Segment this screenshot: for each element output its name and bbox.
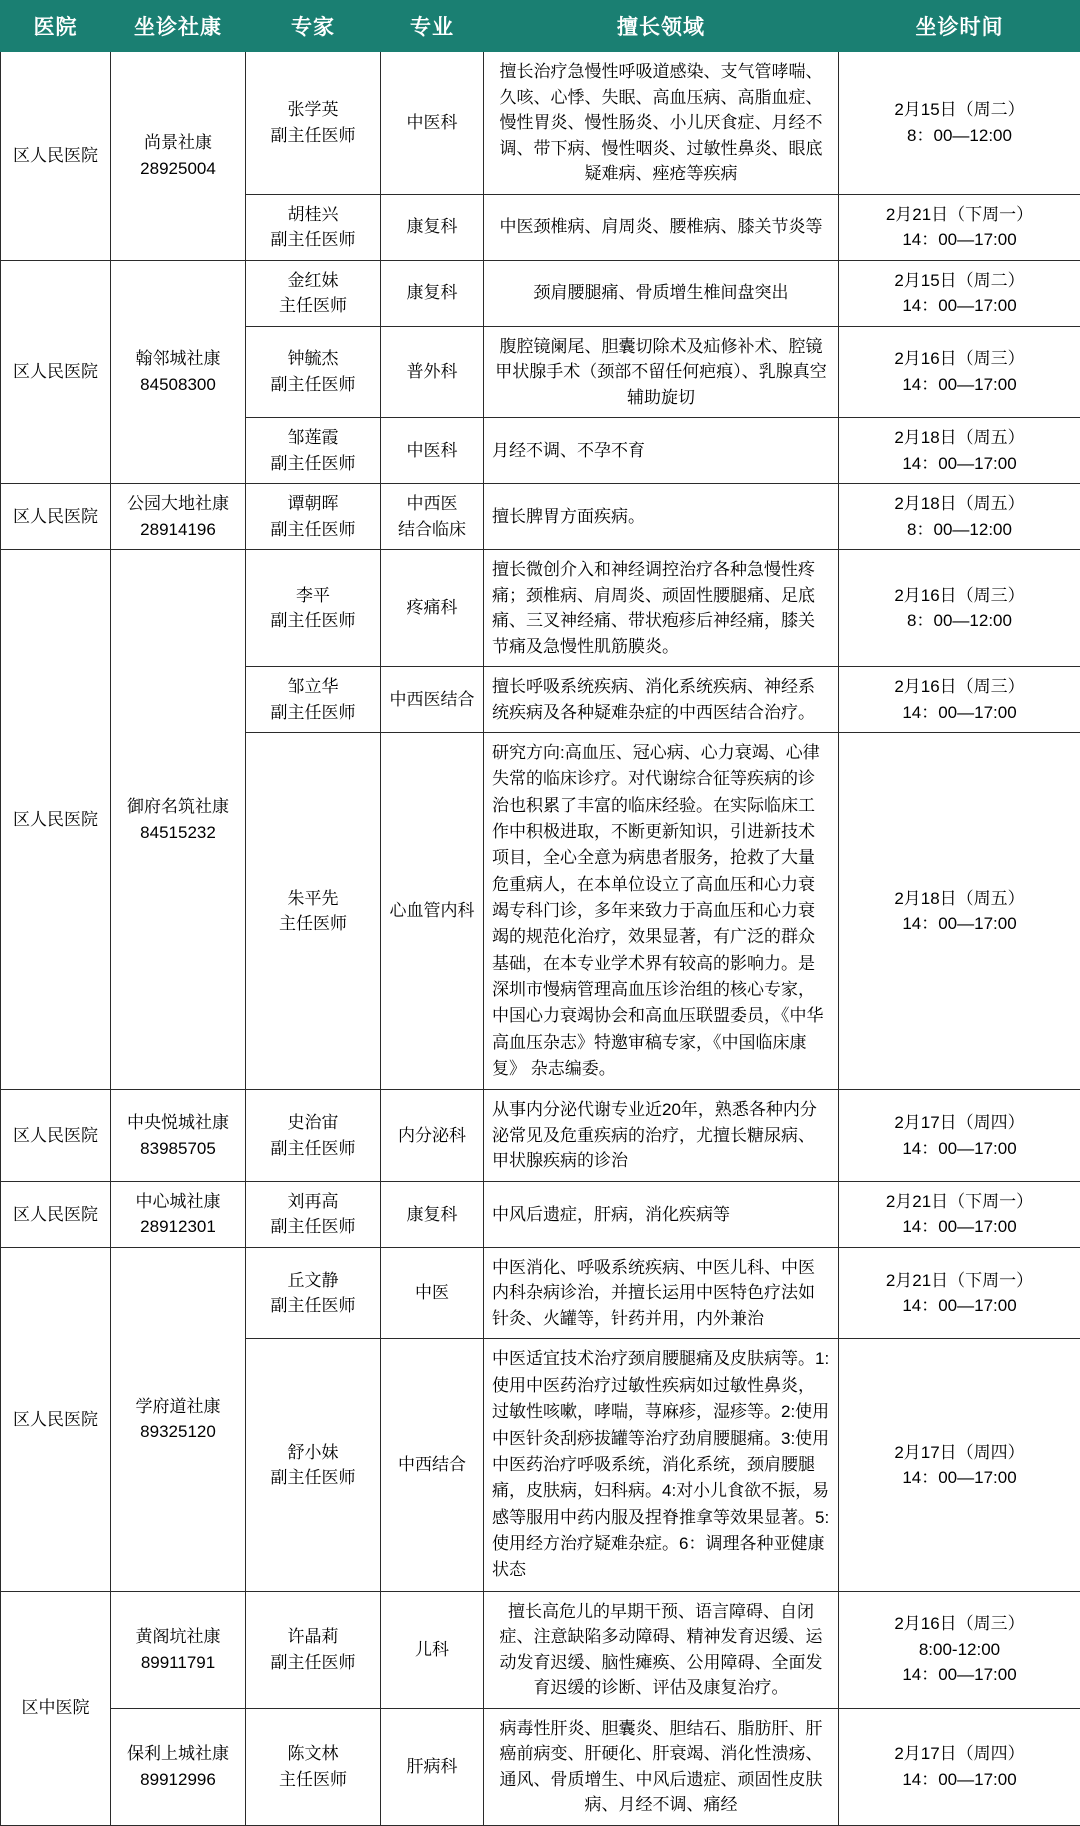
clinic-name: 公园大地社康 xyxy=(119,491,237,517)
cell-time xyxy=(839,1708,1080,1825)
table-body xyxy=(1,52,1080,1826)
expert-title: 副主任医师 xyxy=(254,1214,372,1240)
clinic-phone: 84515232 xyxy=(119,820,237,846)
clinic-name: 御府名筑社康 xyxy=(119,794,237,820)
column-header-specialty: 专业 xyxy=(381,1,484,52)
time-date: 2月18日（周五） xyxy=(847,886,1072,912)
cell-specialty: 康复科 xyxy=(381,194,484,260)
cell-expert xyxy=(246,1181,381,1247)
cell-specialty: 中西结合 xyxy=(381,1339,484,1591)
cell-clinic xyxy=(111,260,246,484)
clinic-phone: 84508300 xyxy=(119,372,237,398)
clinic-phone: 89325120 xyxy=(119,1419,237,1445)
expert-name: 邹莲霞 xyxy=(254,425,372,451)
cell-expert xyxy=(246,1339,381,1591)
expert-title: 主任医师 xyxy=(254,911,372,937)
cell-specialty xyxy=(381,484,484,550)
time-date: 2月16日（周三） xyxy=(847,583,1072,609)
time-date: 2月18日（周五） xyxy=(847,491,1072,517)
clinic-phone: 28914196 xyxy=(119,517,237,543)
cell-time xyxy=(839,1247,1080,1339)
cell-specialty: 中医 xyxy=(381,1247,484,1339)
time-date: 2月21日（下周一） xyxy=(847,1268,1072,1294)
cell-field: 从事内分泌代谢专业近20年，熟悉各种内分泌常见及危重疾病的治疗，尤擅长糖尿病、甲状腺疾病的诊治 xyxy=(484,1090,839,1182)
clinic-phone: 83985705 xyxy=(119,1136,237,1162)
time-range: 14：00—17:00 xyxy=(847,1136,1072,1162)
cell-specialty: 中西医结合 xyxy=(381,667,484,733)
time-date: 2月17日（周四） xyxy=(847,1741,1072,1767)
cell-field: 擅长呼吸系统疾病、消化系统疾病、神经系统疾病及各种疑难杂症的中西医结合治疗。 xyxy=(484,667,839,733)
expert-title: 副主任医师 xyxy=(254,608,372,634)
cell-clinic xyxy=(111,1181,246,1247)
time-range: 8：00—12:00 xyxy=(847,608,1072,634)
expert-title: 副主任医师 xyxy=(254,1465,372,1491)
time-range: 14：00—17:00 xyxy=(847,1767,1072,1793)
cell-time xyxy=(839,484,1080,550)
clinic-name: 中央悦城社康 xyxy=(119,1110,237,1136)
clinic-name: 翰邻城社康 xyxy=(119,346,237,372)
cell-specialty: 内分泌科 xyxy=(381,1090,484,1182)
clinic-name: 保利上城社康 xyxy=(119,1741,237,1767)
expert-name: 钟毓杰 xyxy=(254,346,372,372)
expert-title: 副主任医师 xyxy=(254,1293,372,1319)
cell-field: 中医适宜技术治疗颈肩腰腿痛及皮肤病等。1:使用中医药治疗过敏性疾病如过敏性鼻炎，过敏性咳嗽，哮喘，荨麻疹，湿疹等。2:使用中医针灸刮痧拔罐等治疗劲肩腰腿痛。3:使用中医药治疗呼吸系统，消化系统，颈肩腰腿痛，皮肤病，妇科病。4:对小儿食欲不振，易感等服用中药内服及捏脊推拿等效果显著。5:使用经方治疗疑难杂症。6：调理各种亚健康状态 xyxy=(484,1339,839,1591)
table-row xyxy=(1,1247,1080,1339)
table-row xyxy=(1,1090,1080,1182)
table-header xyxy=(1,1,1080,52)
cell-specialty: 康复科 xyxy=(381,1181,484,1247)
cell-field: 擅长微创介入和神经调控治疗各种急慢性疼痛；颈椎病、肩周炎、顽固性腰腿痛、足底痛、三叉神经痛、带状疱疹后神经痛，膝关节痛及急慢性肌筋膜炎。 xyxy=(484,550,839,667)
table-row xyxy=(1,1591,1080,1708)
cell-specialty: 中医科 xyxy=(381,52,484,195)
cell-hospital: 区人民医院 xyxy=(1,52,111,261)
cell-time xyxy=(839,550,1080,667)
table-row xyxy=(1,52,1080,195)
cell-time xyxy=(839,1339,1080,1591)
cell-expert xyxy=(246,550,381,667)
expert-name: 谭朝晖 xyxy=(254,491,372,517)
clinic-name: 学府道社康 xyxy=(119,1394,237,1420)
cell-expert xyxy=(246,194,381,260)
expert-title: 副主任医师 xyxy=(254,700,372,726)
cell-clinic xyxy=(111,52,246,261)
cell-field: 颈肩腰腿痛、骨质增生椎间盘突出 xyxy=(484,260,839,326)
cell-time xyxy=(839,1591,1080,1708)
time-range: 14：00—17:00 xyxy=(847,1293,1072,1319)
cell-time xyxy=(839,260,1080,326)
specialty-line-1: 中西医 xyxy=(389,491,475,517)
cell-specialty: 肝病科 xyxy=(381,1708,484,1825)
cell-hospital: 区人民医院 xyxy=(1,1247,111,1591)
time-date: 2月17日（周四） xyxy=(847,1440,1072,1466)
cell-time xyxy=(839,1090,1080,1182)
time-range: 8：00—12:00 xyxy=(847,517,1072,543)
expert-name: 朱平先 xyxy=(254,886,372,912)
time-date: 2月16日（周三） xyxy=(847,674,1072,700)
time-range: 14：00—17:00 xyxy=(847,911,1072,937)
cell-expert xyxy=(246,418,381,484)
cell-field: 擅长脾胃方面疾病。 xyxy=(484,484,839,550)
cell-hospital: 区人民医院 xyxy=(1,484,111,550)
expert-name: 邹立华 xyxy=(254,674,372,700)
cell-field: 研究方向:高血压、冠心病、心力衰竭、心律失常的临床诊疗。对代谢综合征等疾病的诊治也积累了丰富的临床经验。在实际临床工作中积极进取，不断更新知识，引进新技术项目，全心全意为病患者服务，抢救了大量危重病人，在本单位设立了高血压和心力衰竭专科门诊，多年来致力于高血压和心力衰竭的规范化治疗，效果显著，有广泛的群众基础，在本专业学术界有较高的影响力。是深圳市慢病管理高血压诊治组的核心专家，中国心力衰竭协会和高血压联盟委员，《中华高血压杂志》特邀审稿专家，《中国临床康复》 杂志编委。 xyxy=(484,733,839,1090)
cell-expert xyxy=(246,733,381,1090)
cell-clinic xyxy=(111,484,246,550)
time-range: 14：00—17:00 xyxy=(847,372,1072,398)
expert-name: 胡桂兴 xyxy=(254,202,372,228)
cell-time xyxy=(839,326,1080,418)
expert-title: 副主任医师 xyxy=(254,1136,372,1162)
cell-specialty: 中医科 xyxy=(381,418,484,484)
cell-expert xyxy=(246,260,381,326)
cell-expert xyxy=(246,1708,381,1825)
time-date: 2月21日（下周一） xyxy=(847,1189,1072,1215)
clinic-name: 中心城社康 xyxy=(119,1189,237,1215)
expert-title: 副主任医师 xyxy=(254,451,372,477)
cell-time xyxy=(839,733,1080,1090)
time-date: 2月16日（周三） xyxy=(847,346,1072,372)
clinic-phone: 89912996 xyxy=(119,1767,237,1793)
cell-field: 月经不调、不孕不育 xyxy=(484,418,839,484)
cell-specialty: 疼痛科 xyxy=(381,550,484,667)
cell-expert xyxy=(246,1090,381,1182)
cell-clinic xyxy=(111,1247,246,1591)
expert-name: 金红妹 xyxy=(254,268,372,294)
header-row xyxy=(1,1,1080,52)
column-header-hospital: 医院 xyxy=(1,1,111,52)
cell-clinic xyxy=(111,1708,246,1825)
time-range: 14：00—17:00 xyxy=(847,1214,1072,1240)
cell-clinic xyxy=(111,1591,246,1708)
table-row xyxy=(1,484,1080,550)
clinic-name: 尚景社康 xyxy=(119,130,237,156)
clinic-name: 黄阁坑社康 xyxy=(119,1624,237,1650)
time-range: 14：00—17:00 xyxy=(847,451,1072,477)
table-row xyxy=(1,1708,1080,1825)
cell-hospital: 区人民医院 xyxy=(1,1181,111,1247)
expert-title: 副主任医师 xyxy=(254,227,372,253)
cell-hospital: 区人民医院 xyxy=(1,550,111,1090)
cell-time xyxy=(839,194,1080,260)
expert-title: 副主任医师 xyxy=(254,517,372,543)
clinic-phone: 89911791 xyxy=(119,1650,237,1676)
cell-specialty: 心血管内科 xyxy=(381,733,484,1090)
cell-clinic xyxy=(111,550,246,1090)
cell-expert xyxy=(246,484,381,550)
cell-expert xyxy=(246,52,381,195)
column-header-clinic: 坐诊社康 xyxy=(111,1,246,52)
expert-name: 史治宙 xyxy=(254,1110,372,1136)
expert-title: 副主任医师 xyxy=(254,1650,372,1676)
cell-time xyxy=(839,52,1080,195)
expert-title: 主任医师 xyxy=(254,1767,372,1793)
column-header-field: 擅长领域 xyxy=(484,1,839,52)
cell-field: 中医消化、呼吸系统疾病、中医儿科、中医内科杂病诊治，并擅长运用中医特色疗法如针灸、火罐等，针药并用，内外兼治 xyxy=(484,1247,839,1339)
table-row xyxy=(1,1181,1080,1247)
expert-title: 副主任医师 xyxy=(254,123,372,149)
expert-name: 丘文静 xyxy=(254,1268,372,1294)
cell-specialty: 儿科 xyxy=(381,1591,484,1708)
expert-name: 许晶莉 xyxy=(254,1624,372,1650)
table-row xyxy=(1,550,1080,667)
cell-hospital: 区人民医院 xyxy=(1,1090,111,1182)
expert-title: 副主任医师 xyxy=(254,372,372,398)
time-date: 2月21日（下周一） xyxy=(847,202,1072,228)
time-range-afternoon: 14：00—17:00 xyxy=(847,1662,1072,1688)
table-row xyxy=(1,260,1080,326)
time-range: 14：00—17:00 xyxy=(847,293,1072,319)
cell-time xyxy=(839,418,1080,484)
time-range: 14：00—17:00 xyxy=(847,1465,1072,1491)
expert-name: 刘再高 xyxy=(254,1189,372,1215)
time-range-morning: 8:00-12:00 xyxy=(847,1637,1072,1663)
cell-expert xyxy=(246,667,381,733)
cell-specialty: 康复科 xyxy=(381,260,484,326)
time-date: 2月15日（周二） xyxy=(847,97,1072,123)
cell-hospital: 区中医院 xyxy=(1,1591,111,1825)
cell-field: 擅长治疗急慢性呼吸道感染、支气管哮喘、久咳、心悸、失眠、高血压病、高脂血症、慢性胃炎、慢性肠炎、小儿厌食症、月经不调、带下病、慢性咽炎、过敏性鼻炎、眼底疑难病、痤疮等疾病 xyxy=(484,52,839,195)
cell-field: 病毒性肝炎、胆囊炎、胆结石、脂肪肝、肝癌前病变、肝硬化、肝衰竭、消化性溃疡、通风、骨质增生、中风后遗症、顽固性皮肤病、月经不调、痛经 xyxy=(484,1708,839,1825)
cell-hospital: 区人民医院 xyxy=(1,260,111,484)
cell-expert xyxy=(246,1591,381,1708)
cell-field: 中医颈椎病、肩周炎、腰椎病、膝关节炎等 xyxy=(484,194,839,260)
cell-field: 腹腔镜阑尾、胆囊切除术及疝修补术、腔镜甲状腺手术（颈部不留任何疤痕）、乳腺真空辅助旋切 xyxy=(484,326,839,418)
cell-time xyxy=(839,1181,1080,1247)
cell-expert xyxy=(246,326,381,418)
cell-field: 中风后遗症，肝病，消化疾病等 xyxy=(484,1181,839,1247)
clinic-phone: 28912301 xyxy=(119,1214,237,1240)
time-range: 8：00—12:00 xyxy=(847,123,1072,149)
time-range: 14：00—17:00 xyxy=(847,227,1072,253)
time-date: 2月17日（周四） xyxy=(847,1110,1072,1136)
time-date: 2月15日（周二） xyxy=(847,268,1072,294)
time-range: 14：00—17:00 xyxy=(847,700,1072,726)
expert-name: 李平 xyxy=(254,583,372,609)
cell-time xyxy=(839,667,1080,733)
column-header-time: 坐诊时间 xyxy=(839,1,1080,52)
expert-name: 舒小妹 xyxy=(254,1440,372,1466)
time-date: 2月18日（周五） xyxy=(847,425,1072,451)
cell-field: 擅长高危儿的早期干预、语言障碍、自闭症、注意缺陷多动障碍、精神发育迟缓、运动发育迟缓、脑性瘫痪、公用障碍、全面发育迟缓的诊断、评估及康复治疗。 xyxy=(484,1591,839,1708)
expert-name: 张学英 xyxy=(254,97,372,123)
expert-title: 主任医师 xyxy=(254,293,372,319)
specialty-line-2: 结合临床 xyxy=(389,517,475,543)
expert-name: 陈文林 xyxy=(254,1741,372,1767)
time-date: 2月16日（周三） xyxy=(847,1611,1072,1637)
cell-expert xyxy=(246,1247,381,1339)
column-header-expert: 专家 xyxy=(246,1,381,52)
clinic-phone: 28925004 xyxy=(119,156,237,182)
cell-specialty: 普外科 xyxy=(381,326,484,418)
cell-clinic xyxy=(111,1090,246,1182)
